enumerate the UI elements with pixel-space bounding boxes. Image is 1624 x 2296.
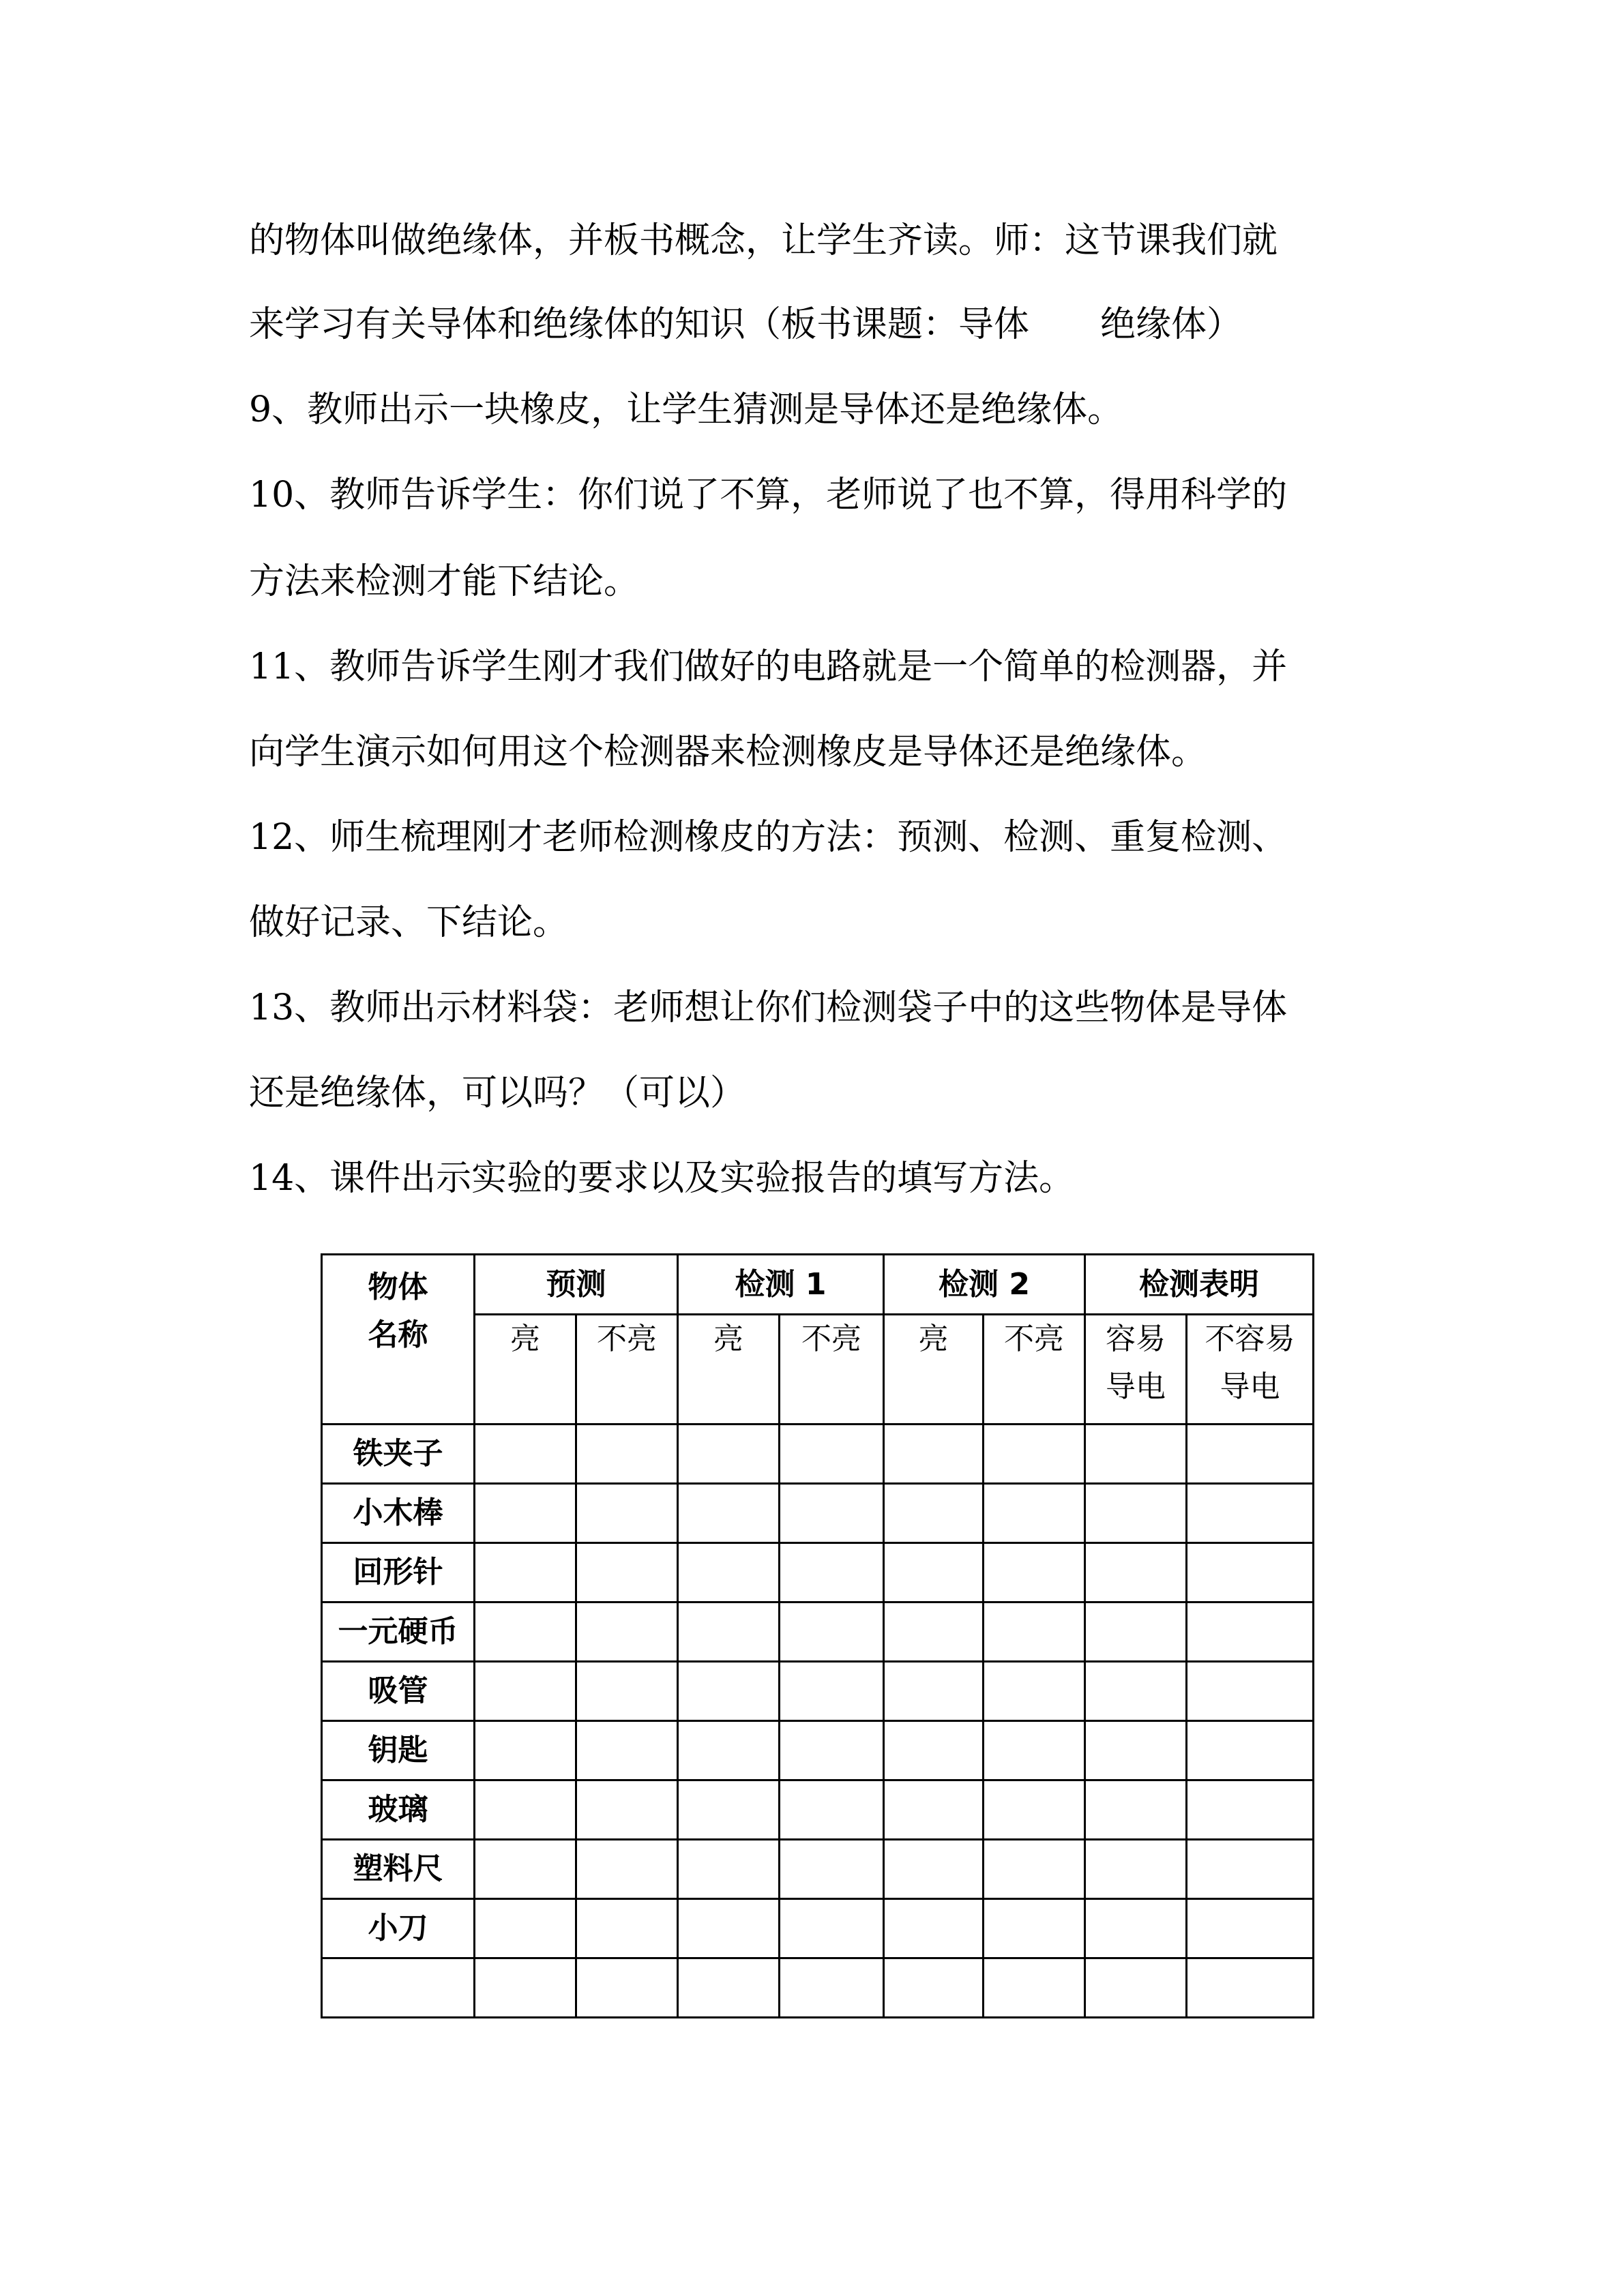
table-header-row [322,1255,1314,1315]
paragraph-line: 向学生演示如何用这个检测器来检测橡皮是导体还是绝缘体。 [249,732,1207,773]
prediction-header: 预测 [475,1255,678,1315]
result-cell [576,1484,678,1543]
result-cell [884,1958,984,2018]
header-text: 导电 [1106,1369,1166,1404]
table-row [322,1721,1314,1780]
result-cell [780,1425,884,1484]
result-cell [1187,1484,1314,1543]
result-cell [780,1899,884,1958]
result-cell [678,1958,780,2018]
result-cell [984,1958,1085,2018]
header-text: 名称 [368,1317,428,1352]
experiment-report-table [321,1253,1314,2018]
result-cell [576,1780,678,1840]
conductive-header [1085,1315,1187,1425]
result-cell [780,1840,884,1899]
result-cell [576,1425,678,1484]
result-cell [1187,1958,1314,2018]
result-cell [576,1958,678,2018]
not-lit-header: 不亮 [576,1315,678,1425]
result-cell [1085,1840,1187,1899]
result-cell [1187,1899,1314,1958]
result-cell [884,1899,984,1958]
object-name-cell: 小木棒 [322,1484,475,1543]
result-cell [678,1425,780,1484]
result-cell [780,1721,884,1780]
result-cell [475,1721,576,1780]
header-text: 容易 [1106,1322,1166,1356]
test1-header: 检测 1 [678,1255,884,1315]
header-text: 导电 [1220,1369,1280,1404]
table-row [322,1899,1314,1958]
result-cell [576,1721,678,1780]
result-cell [1085,1662,1187,1721]
result-cell [884,1662,984,1721]
conclusion-header: 检测表明 [1085,1255,1314,1315]
lit-header: 亮 [475,1315,576,1425]
result-cell [1187,1721,1314,1780]
object-name-cell: 塑料尺 [322,1840,475,1899]
result-cell [1187,1662,1314,1721]
result-cell [984,1899,1085,1958]
result-cell [475,1780,576,1840]
paragraph-line: 10、教师告诉学生：你们说了不算，老师说了也不算，得用科学的 [249,475,1288,516]
result-cell [475,1543,576,1602]
paragraph-line: 做好记录、下结论。 [249,902,569,943]
result-cell [984,1840,1085,1899]
result-cell [1085,1721,1187,1780]
table-row [322,1484,1314,1543]
result-cell [984,1602,1085,1662]
object-name-header [322,1255,475,1425]
result-cell [780,1780,884,1840]
result-cell [1085,1899,1187,1958]
result-cell [475,1840,576,1899]
result-cell [984,1543,1085,1602]
result-cell [1085,1484,1187,1543]
result-cell [780,1662,884,1721]
result-cell [475,1958,576,2018]
result-cell [780,1602,884,1662]
result-cell [1187,1425,1314,1484]
not-lit-header: 不亮 [984,1315,1085,1425]
result-cell [1085,1425,1187,1484]
table-row [322,1602,1314,1662]
result-cell [984,1662,1085,1721]
result-cell [780,1543,884,1602]
header-text: 物体 [368,1270,428,1304]
paragraph-line: 12、师生梳理刚才老师检测橡皮的方法：预测、检测、重复检测、 [249,817,1288,858]
result-cell [678,1721,780,1780]
result-cell [1085,1780,1187,1840]
result-cell [678,1780,780,1840]
object-name-cell: 玻璃 [322,1780,475,1840]
paragraph-line: 还是绝缘体，可以吗？（可以） [249,1073,746,1114]
lit-header: 亮 [884,1315,984,1425]
result-cell [884,1780,984,1840]
result-cell [475,1484,576,1543]
result-cell [576,1840,678,1899]
paragraph-line: 11、教师告诉学生刚才我们做好的电路就是一个简单的检测器，并 [249,646,1288,687]
result-cell [984,1484,1085,1543]
result-cell [678,1602,780,1662]
table-row [322,1840,1314,1899]
result-cell [1085,1958,1187,2018]
table-row [322,1425,1314,1484]
result-cell [1187,1780,1314,1840]
result-cell [576,1899,678,1958]
result-cell [984,1425,1085,1484]
result-cell [1187,1602,1314,1662]
result-cell [678,1543,780,1602]
not-lit-header: 不亮 [780,1315,884,1425]
result-cell [475,1662,576,1721]
result-cell [576,1543,678,1602]
result-cell [984,1721,1085,1780]
result-cell [475,1602,576,1662]
result-cell [576,1662,678,1721]
object-name-cell: 钥匙 [322,1721,475,1780]
object-name-cell: 吸管 [322,1662,475,1721]
paragraph-line: 方法来检测才能下结论。 [249,561,640,602]
result-cell [884,1721,984,1780]
result-cell [576,1602,678,1662]
result-cell [678,1840,780,1899]
object-name-cell: 铁夹子 [322,1425,475,1484]
table-row [322,1780,1314,1840]
result-cell [884,1602,984,1662]
result-cell [475,1425,576,1484]
result-cell [984,1780,1085,1840]
paragraph-line: 9、教师出示一块橡皮，让学生猜测是导体还是绝缘体。 [249,389,1123,430]
result-cell [475,1899,576,1958]
result-cell [1085,1543,1187,1602]
result-cell [780,1958,884,2018]
object-name-cell: 小刀 [322,1899,475,1958]
result-cell [678,1662,780,1721]
table-row [322,1543,1314,1602]
table-row [322,1662,1314,1721]
paragraph-line: 的物体叫做绝缘体，并板书概念，让学生齐读。师：这节课我们就 [249,220,1278,261]
result-cell [1187,1543,1314,1602]
test2-header: 检测 2 [884,1255,1085,1315]
table-row [322,1958,1314,2018]
table-body [322,1425,1314,2018]
result-cell [1187,1840,1314,1899]
result-cell [884,1484,984,1543]
paragraph-line: 13、教师出示材料袋：老师想让你们检测袋子中的这些物体是导体 [249,987,1288,1028]
paragraph-line: 14、课件出示实验的要求以及实验报告的填写方法。 [249,1158,1075,1199]
header-text: 不容易 [1205,1322,1295,1356]
lit-header: 亮 [678,1315,780,1425]
result-cell [780,1484,884,1543]
object-name-cell: 回形针 [322,1543,475,1602]
result-cell [678,1484,780,1543]
result-cell [884,1543,984,1602]
result-cell [884,1425,984,1484]
object-name-cell [322,1958,475,2018]
result-cell [678,1899,780,1958]
object-name-cell: 一元硬币 [322,1602,475,1662]
result-cell [884,1840,984,1899]
result-cell [1085,1602,1187,1662]
paragraph-line: 来学习有关导体和绝缘体的知识（板书课题：导体 绝缘体） [249,304,1243,345]
non-conductive-header [1187,1315,1314,1425]
